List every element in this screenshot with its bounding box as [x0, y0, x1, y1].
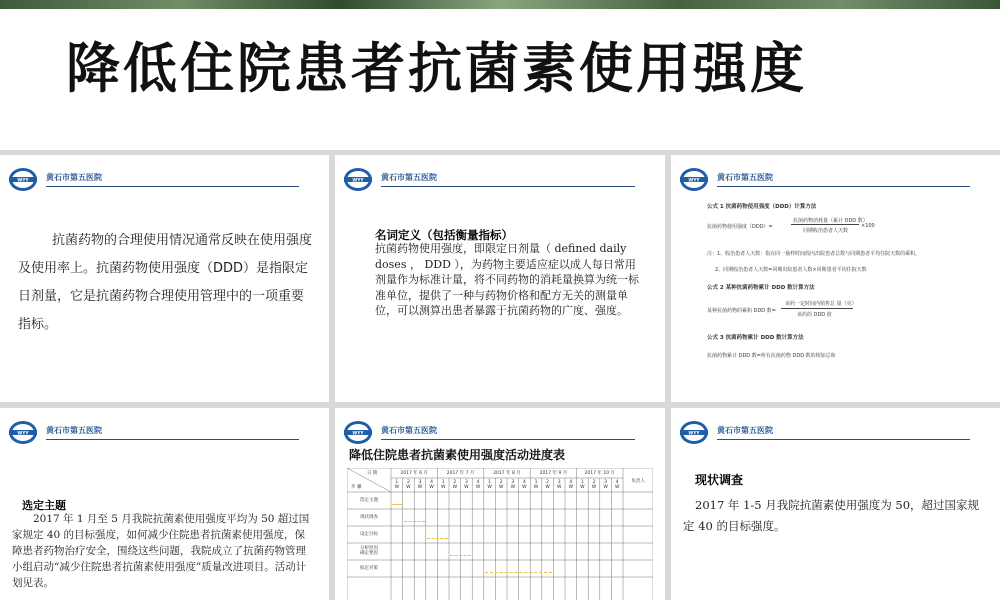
slide-thumbnail-grid [0, 150, 1000, 600]
hospital-name: 黄石市第五医院 [717, 426, 773, 435]
week-label: W [440, 485, 446, 490]
hospital-logo-icon [679, 420, 709, 445]
week-label: W [487, 485, 492, 490]
week-number: 2 [546, 480, 550, 485]
hospital-logo-icon [8, 420, 38, 445]
step-label: 设定目标 [360, 532, 378, 537]
header-rule [717, 186, 970, 187]
slide-6-heading: 现状调查 [695, 473, 744, 487]
week-label: W [394, 485, 400, 490]
week-label: W [475, 485, 481, 490]
week-number: 3 [418, 480, 422, 485]
svg-text:WYY: WYY [352, 431, 364, 437]
slide-thumbnail-3[interactable] [671, 155, 1000, 402]
week-label: W [591, 485, 597, 490]
step-label: 拟定对策 [360, 566, 378, 571]
formula-2-denominator: 该药的 DDD 值 [797, 312, 832, 318]
schedule-table-title: 降低住院患者抗菌素使用强度活动进度表 [349, 448, 566, 462]
week-number: 4 [430, 480, 434, 485]
month-header: 2017 年 10 月 [584, 471, 616, 476]
schedule-bar [427, 538, 448, 539]
week-label: W [510, 485, 516, 490]
month-header: 2017 年 7 月 [446, 471, 475, 476]
page-title: 降低住院患者抗菌素使用强度 [66, 37, 807, 100]
hospital-name: 黄石市第五医院 [46, 173, 102, 182]
week-label: W [545, 485, 550, 490]
hospital-logo-icon [343, 420, 373, 445]
week-number: 1 [534, 480, 538, 485]
svg-text:WYY: WYY [688, 431, 700, 437]
formula-3-text: 抗菌药物累计 DDD 数=所有抗菌药物 DDD 数的相加总和 [707, 353, 836, 359]
hospital-logo-icon [679, 167, 709, 192]
hospital-logo-icon [343, 167, 373, 192]
week-number: 2 [406, 480, 410, 485]
slide-header [335, 155, 665, 191]
week-label: W [580, 485, 585, 490]
week-label: W [568, 485, 574, 490]
hospital-logo-icon [8, 167, 38, 192]
slide-thumbnail-6[interactable] [671, 408, 1000, 600]
header-rule [381, 439, 635, 440]
schedule-table [347, 468, 653, 600]
week-number: 3 [557, 480, 561, 485]
slide-4-heading: 选定主题 [22, 499, 66, 512]
slide-2-text: 抗菌药物使用强度，即限定日剂量（ defined daily doses ， DDD ），为药物主要适应症以成人每日常用剂量作为标准计量，将不同药物的消耗量换算为统一标准单位，提供了一种与药物价格和配方无关的测量单位，可以测算出患者暴露于抗菌药物的广度、强度。 [375, 242, 639, 317]
week-number: 1 [395, 480, 399, 485]
slide-thumbnail-1[interactable] [0, 155, 329, 402]
svg-text:WYY: WYY [688, 178, 700, 184]
formula-2-left: 某种抗菌药物的累积 DDD 数= [707, 308, 776, 314]
month-header: 2017 年 6 月 [400, 471, 428, 476]
week-number: 2 [453, 480, 457, 485]
fraction-bar [791, 224, 859, 225]
hospital-name: 黄石市第五医院 [381, 173, 437, 182]
week-label: W [614, 485, 620, 490]
week-label: W [556, 485, 562, 490]
step-label: 分析原因 确定要因 [360, 546, 378, 556]
hospital-name: 黄石市第五医院 [717, 173, 773, 182]
schedule-bar [392, 504, 402, 505]
step-label: 现状调查 [360, 515, 378, 520]
week-number: 4 [522, 480, 526, 485]
week-label: W [464, 485, 469, 490]
slide-thumbnail-5[interactable] [335, 408, 665, 600]
formula-2-numerator: 该药一定时间内销售总 量（克） [785, 301, 857, 307]
slide-2-heading: 名词定义（包括衡量指标） [375, 228, 513, 242]
slide-header [0, 408, 329, 444]
slide-header [335, 408, 665, 444]
top-banner-photo-strip [0, 0, 1000, 9]
week-label: W [417, 485, 423, 490]
header-rule [46, 186, 299, 187]
week-label: W [406, 485, 411, 490]
week-label: W [452, 485, 458, 490]
header-rule [46, 439, 299, 440]
slide-header [0, 155, 329, 191]
week-number: 4 [615, 480, 619, 485]
header-rule [717, 439, 970, 440]
formula-1-numerator: 抗菌药物消耗量（累计 DDD 数） [793, 218, 868, 224]
week-number: 4 [476, 480, 480, 485]
formula-1-left: 抗菌药物使用强度（DDD）= [707, 224, 773, 230]
month-header: 2017 年 9 月 [539, 471, 568, 476]
slide-header [671, 155, 1000, 191]
week-number: 1 [580, 480, 584, 485]
week-number: 4 [569, 480, 573, 485]
week-number: 3 [604, 480, 608, 485]
owner-header: 负责人 [631, 479, 645, 484]
formula-note-2: 2、同期收治患者人天数=同期出院患者人数×同期患者平均住院天数 [715, 267, 867, 273]
formula-note-1: 注：1、收治患者人天数：指在同一抽样时间段内出院患者总数与同期患者平均住院天数的乘积。 [707, 251, 921, 257]
week-number: 1 [441, 480, 445, 485]
week-label: W [522, 485, 527, 490]
corner-date-label: 日 期 [367, 471, 378, 476]
slide-1-text: 抗菌药物的合理使用情况通常反映在使用强度及使用率上。抗菌药物使用强度（DDD）是指限定日剂量，它是抗菌药物合理使用管理中的一项重要指标。 [18, 233, 313, 332]
week-label: W [498, 485, 504, 490]
svg-text:WYY: WYY [352, 178, 364, 184]
formula-2-title: 公式 2 某种抗菌药物累计 DDD 数计算方法 [707, 285, 815, 291]
slide-6-text: 2017 年 1-5 月我院抗菌素使用强度为 50，超过国家规定 40 的目标强度。 [683, 498, 980, 533]
hospital-name: 黄石市第五医院 [381, 426, 437, 435]
week-number: 3 [511, 480, 515, 485]
formula-1-title: 公式 1 抗菌药物使用强度（DDD）计算方法 [707, 204, 817, 210]
month-header: 2017 年 8 月 [493, 471, 521, 476]
week-label: W [429, 485, 434, 490]
week-number: 2 [499, 480, 503, 485]
slide-4-text: 2017 年 1 月至 5 月我院抗菌素使用强度平均为 50 超过国家规定 40 的目标强度，如何减少住院患者抗菌素使用强度，保障患者药物治疗安全，围绕这些问题，我院成立了抗菌药物管理小组启动“减少住院患者抗菌素使用强度”质量改进项目。活动计划见表。 [12, 513, 310, 589]
slide-thumbnail-2[interactable] [335, 155, 665, 402]
step-label: 选定主题 [360, 498, 378, 503]
formula-1-multiplier: ×100 [861, 223, 875, 229]
week-label: W [533, 485, 539, 490]
header-rule [381, 186, 635, 187]
schedule-bar [485, 572, 553, 573]
hospital-name: 黄石市第五医院 [46, 426, 102, 435]
slide-header [671, 408, 1000, 444]
svg-text:WYY: WYY [17, 431, 29, 437]
schedule-bar [404, 521, 425, 522]
slide-thumbnail-4[interactable] [0, 408, 329, 600]
week-number: 2 [592, 480, 596, 485]
fraction-bar [781, 308, 853, 309]
formula-1-denominator: 同期收治患者人天数 [803, 228, 849, 234]
week-number: 1 [488, 480, 492, 485]
week-label: W [603, 485, 608, 490]
corner-step-label: 步 骤 [351, 485, 362, 490]
svg-text:WYY: WYY [17, 178, 29, 184]
schedule-bar [450, 555, 471, 556]
week-number: 3 [464, 480, 468, 485]
formula-3-title: 公式 3 抗菌药物累计 DDD 数计算方法 [707, 335, 804, 341]
